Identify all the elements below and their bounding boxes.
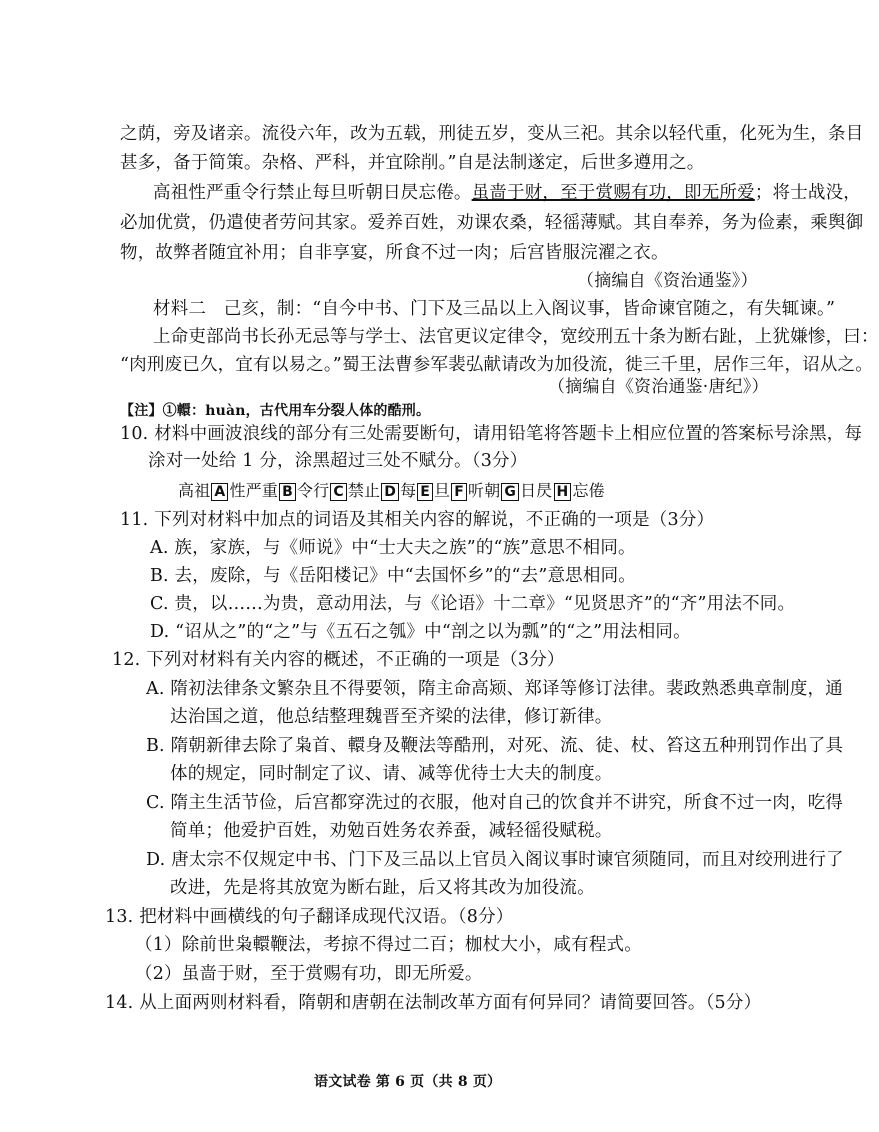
material-one-source: （摘编自《资治通鉴》） <box>577 271 758 291</box>
option-box-a[interactable]: A <box>211 483 228 501</box>
material-one-para2-line-2: 必加优赏，仍遣使者劳问其家。爱养百姓，劝课农桑，轻徭薄赋。其自奉养，务为俭素，乘舆御 <box>120 213 864 233</box>
material-one-para2-line-1-end: ；将士战没， <box>754 183 862 203</box>
chunk-1: 高祖 <box>178 481 211 500</box>
q10-stem-line-2: 涂对一处给 1 分，涂黑超过三处不赋分。（3分） <box>148 451 528 471</box>
q11-option-d: D. “诏从之”的“之”与《五石之瓠》中“剖之以为瓢”的“之”用法相同。 <box>150 622 691 642</box>
option-box-e[interactable]: E <box>417 483 433 501</box>
underlined-sentence-2: 虽啬于财，至于赏赐有功，即无所爱 <box>471 183 755 203</box>
page-footer: 语文试卷 第 6 页（共 8 页） <box>314 1074 502 1090</box>
q11-option-c: C. 贵，以……为贵，意动用法，与《论语》十二章》“见贤思齐”的“齐”用法不同。 <box>150 594 796 614</box>
material-two-source: （摘编自《资治通鉴·唐纪》） <box>548 377 769 397</box>
q13-sentence-2: （2）虽啬于财，至于赏赐有功，即无所爱。 <box>135 964 483 984</box>
q10-answer-row <box>178 478 605 504</box>
q13-sentence-1: （1）除前世枭轘鞭法，考掠不得过二百；枷杖大小，咸有程式。 <box>135 935 642 955</box>
option-box-g[interactable]: G <box>501 483 519 501</box>
option-box-d[interactable]: D <box>381 483 399 501</box>
option-box-c[interactable]: C <box>330 483 346 501</box>
q12-option-a-line-2: 达治国之道，他总结整理魏晋至齐梁的法律，修订新律。 <box>170 707 613 727</box>
material-one-line-1: 之荫，旁及诸亲。流役六年，改为五载，刑徒五岁，变从三祀。其余以轻代重，化死为生，条目 <box>120 124 864 144</box>
q12-option-c-line-2: 简单；他爱护百姓，劝勉百姓务农养蚕，减轻徭役赋税。 <box>170 821 613 841</box>
q13-stem: 13. 把材料中画横线的句子翻译成现代汉语。（8分） <box>105 907 514 927</box>
material-two-line-1: 材料二 己亥，制：“自今中书、门下及三品以上入阁议事，皆命谏官随之，有失辄谏。” <box>153 299 836 319</box>
q12-option-d-line-2: 改进，先是将其放宽为断右趾，后又将其改为加役流。 <box>170 878 595 898</box>
q12-option-d-line-1: D. 唐太宗不仅规定中书、门下及三品以上官员入阁议事时谏官须随同，而且对绞刑进行了 <box>146 850 844 870</box>
chunk-3: 令行 <box>296 481 330 500</box>
q12-option-a-line-1: A. 隋初法律条文繁杂且不得要领，隋主命高颎、郑译等修订法律。裴政熟悉典章制度，通 <box>146 679 843 699</box>
chunk-5: 每 <box>400 481 417 500</box>
option-box-h[interactable]: H <box>554 483 572 501</box>
option-box-f[interactable]: F <box>451 483 467 501</box>
material-two-line-3: “肉刑废已久，宜有以易之。”蜀王法曹参军裴弘献请改为加役流，徙三千里，居作三年，诏从之。 <box>120 355 873 375</box>
q11-option-b: B. 去，废除，与《岳阳楼记》中“去国怀乡”的“去”意思相同。 <box>150 566 636 586</box>
q12-stem: 12. 下列对材料有关内容的概述，不正确的一项是（3分） <box>112 650 565 670</box>
chunk-7: 听朝 <box>468 481 501 500</box>
q12-option-c-line-1: C. 隋主生活节俭，后宫都穿洗过的衣服，他对自己的饮食并不讲究，所食不过一肉，吃得 <box>146 793 844 813</box>
chunk-8: 日昃 <box>520 481 553 500</box>
material-one-line-2: 甚多，备于简策。杂格、严科，并宜除削。”自是法制遂定，后世多遵用之。 <box>120 153 705 173</box>
q11-stem: 11. 下列对材料中加点的词语及其相关内容的解说，不正确的一项是（3分） <box>120 510 715 530</box>
option-box-b[interactable]: B <box>279 483 296 501</box>
chunk-9: 忘倦 <box>572 481 605 500</box>
q12-option-b-line-2: 体的规定，同时制定了议、请、减等优待士大夫的制度。 <box>170 764 613 784</box>
wavy-line-text: 高祖性严重令行禁止每旦听朝日昃忘倦。 <box>153 183 472 203</box>
q10-stem-line-1: 10. 材料中画波浪线的部分有三处需要断句，请用铅笔将答题卡上相应位置的答案标号涂黑，每 <box>120 424 863 444</box>
chunk-4: 禁止 <box>347 481 381 500</box>
chunk-2: 性严重 <box>229 481 279 500</box>
footnote: 【注】①轘：huàn，古代用车分裂人体的酷刑。 <box>120 403 431 419</box>
q12-option-b-line-1: B. 隋朝新律去除了枭首、轘身及鞭法等酷刑，对死、流、徒、杖、笞这五种刑罚作出了具 <box>146 736 844 756</box>
material-one-para2-line-1 <box>153 180 861 206</box>
material-one-para2-line-3: 物，故弊者随宜补用；自非享宴，所食不过一肉；后宫皆服浣濯之衣。 <box>120 243 669 263</box>
chunk-6: 旦 <box>434 481 451 500</box>
q11-option-a: A. 族，家族，与《师说》中“士大夫之族”的“族”意思不相同。 <box>150 538 636 558</box>
material-two-line-2: 上命吏部尚书长孙无忌等与学士、法官更议定律令，宽绞刑五十条为断右趾，上犹嫌惨，曰： <box>153 327 879 347</box>
q14-stem: 14. 从上面两则材料看，隋朝和唐朝在法制改革方面有何异同？请简要回答。（5分） <box>105 993 762 1013</box>
